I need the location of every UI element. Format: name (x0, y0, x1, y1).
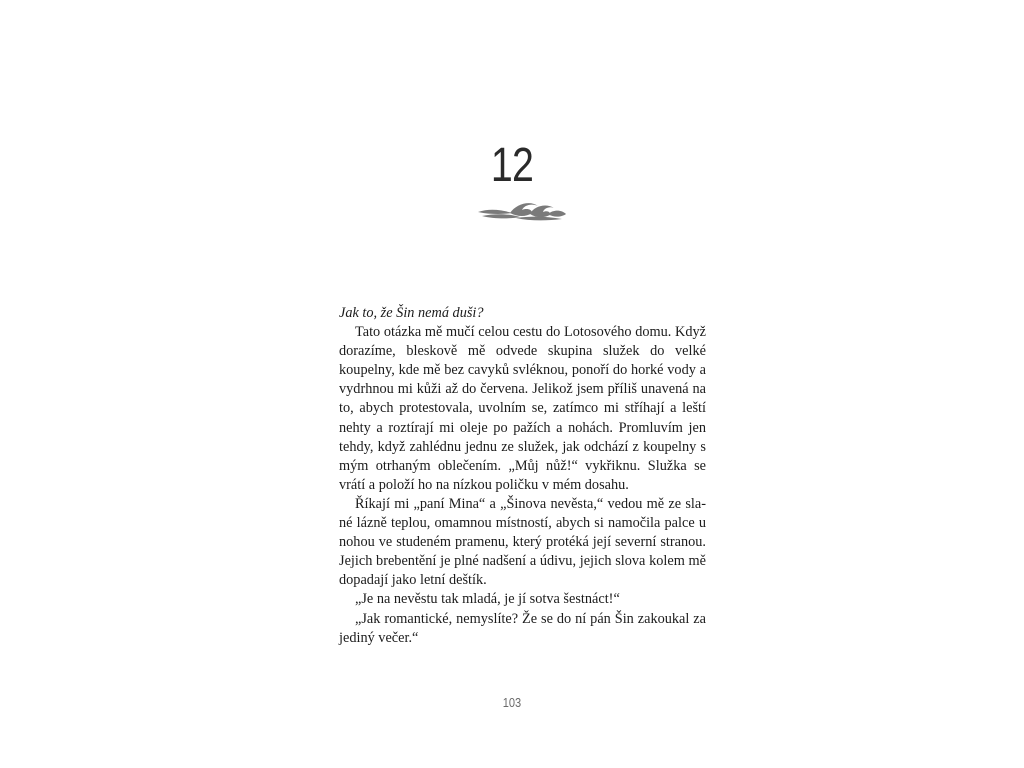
chapter-number: 12 (490, 139, 534, 192)
dialogue-paragraph: „Je na nevěstu tak mladá, je jí sotva šestnáct!“ (355, 591, 620, 608)
paragraph: Říkají mi „paní Mina“ a „Šinova nevěsta,“ vedou mě ze slané lázně teplou, omamnou místností, abych si namočila palce u nohou ve studeném pramenu, který protéká její severní stranou. Jejich brebentění je plné nadšení a údivu, jejich slova kolem mě dopadají jako letní deštík. (339, 495, 706, 589)
page-number: 103 (502, 695, 522, 710)
paragraph: Tato otázka mě mučí celou cestu do Lotosového domu. Když dorazíme, bleskově mě odvede skupina služek do velké koupelny, kde mě bez cavyků svléknou, ponoří do horké vody a vydrhnou mi kůži až do červena. Jelikož jsem příliš unavená na to, abych protestovala, uvolním se, zatímco mi stříhají a leští nehty a roztírají mi oleje po pažích a nohách. Promluvím jen tehdy, když zahlédnu jednu ze služek, jak odchází z koupelny s mým otrhaným oblečením. „Můj nůž!“ vykřiknu. Služka se vrátí a položí ho na nízkou poličku v mém dosahu. (339, 324, 706, 493)
dialogue-paragraph: „Jak romantické, nemyslíte? Že se do ní pán Šin zakoukal za jediný večer.“ (339, 610, 706, 646)
wave-flourish-ornament-icon (476, 196, 568, 224)
opening-question: Jak to, že Šin nemá duši? (339, 305, 484, 321)
chapter-text (339, 304, 706, 648)
